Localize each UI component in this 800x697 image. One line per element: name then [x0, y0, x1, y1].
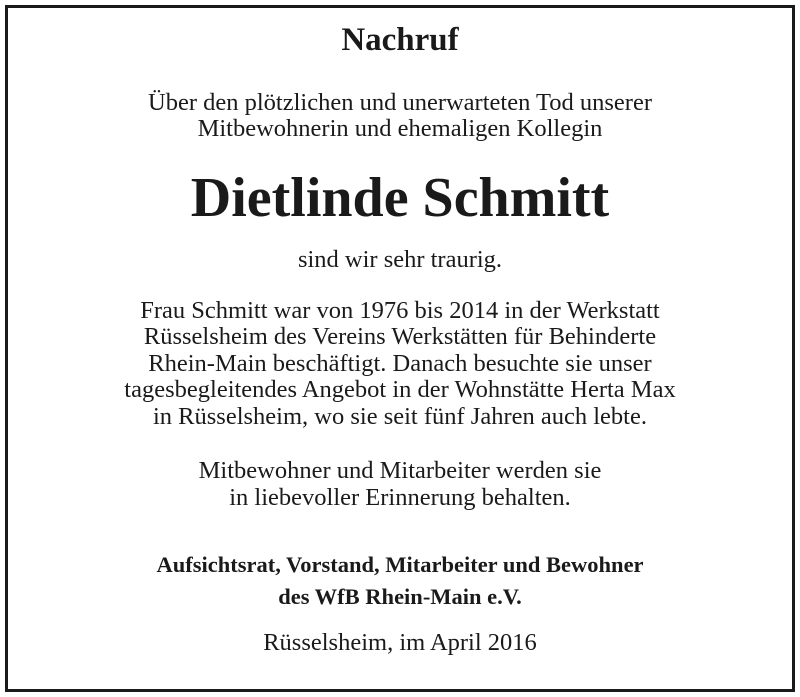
signature-line-1: Aufsichtsrat, Vorstand, Mitarbeiter und Bewohner — [156, 552, 644, 577]
deceased-name: Dietlinde Schmitt — [190, 167, 610, 229]
memory-line-2: in liebevoller Erinnerung behalten. — [229, 484, 571, 511]
memory-line-1: Mitbewohner und Mitarbeiter werden sie — [198, 457, 602, 484]
intro-line-1: Über den plötzlichen und unerwarteten Tod unserer — [148, 89, 652, 116]
bio-line-4: tagesbegleitendes Angebot in der Wohnstätte Herta Max — [124, 376, 676, 403]
signature-line-2: des WfB Rhein-Main e.V. — [278, 584, 522, 609]
sentiment-text: sind wir sehr traurig. — [297, 246, 503, 273]
place-date: Rüsselsheim, im April 2016 — [263, 629, 537, 656]
intro-line-2: Mitbewohnerin und ehemaligen Kollegin — [197, 115, 603, 142]
bio-line-1: Frau Schmitt war von 1976 bis 2014 in der Werkstatt — [140, 297, 660, 324]
bio-line-2: Rüsselsheim des Vereins Werkstätten für Behinderte — [143, 323, 657, 350]
bio-line-3: Rhein-Main beschäftigt. Danach besuchte sie unser — [148, 350, 652, 377]
bio-line-5: in Rüsselsheim, wo sie seit fünf Jahren auch lebte. — [153, 403, 647, 430]
notice-title: Nachruf — [341, 22, 459, 58]
